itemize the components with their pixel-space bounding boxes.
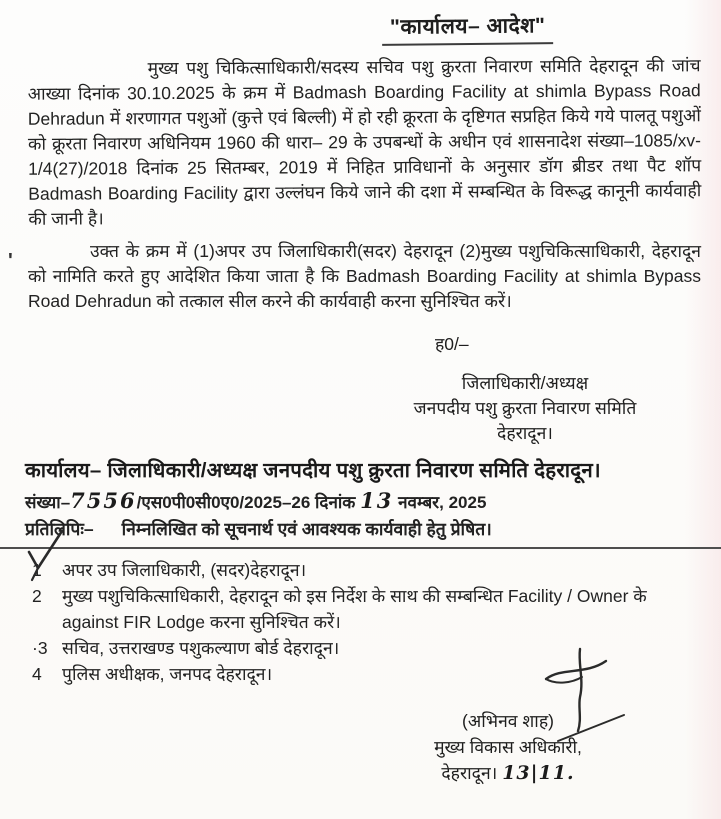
ref-day-handwritten: 13 [360, 488, 394, 513]
list-item [32, 557, 701, 583]
list-item-text: मुख्य पशुचिकित्साधिकारी, देहरादून को इस निर्देश के साथ की सम्बन्धित Facility / Owner के against FIR Lodge करना सुनिश्चित करें। [62, 586, 647, 632]
page-title: "कार्यालय– आदेश" [382, 11, 554, 46]
issuing-office-line: कार्यालय– जिलाधिकारी/अध्यक्ष जनपदीय पशु क्रुरता निवारण समिति देहरादून। [25, 459, 601, 482]
signed-abbreviation: ह0/– [435, 334, 469, 354]
checkmark-annotation [22, 528, 74, 586]
ref-suffix: नवम्बर, 2025 [398, 493, 487, 512]
margin-pen-mark: ' [8, 250, 13, 272]
signatory-place: देहरादून। [441, 763, 498, 783]
handwritten-date: 13|11. [502, 762, 575, 784]
list-item-text: अपर उप जिलाधिकारी, (सदर)देहरादून। [62, 560, 307, 580]
signatory-place-row [373, 760, 643, 786]
signatory-designation: मुख्य विकास अधिकारी, [434, 737, 582, 757]
list-item-text: पुलिस अधीक्षक, जनपद देहरादून। [62, 664, 273, 684]
copy-to-text: निम्नलिखित को सूचनार्थ एवं आवश्यक कार्यवाही हेतु प्रेषित। [121, 519, 492, 539]
authority-place: देहरादून। [497, 423, 553, 443]
list-item-number: 2 [32, 586, 42, 606]
list-item-number: ·3 [32, 638, 48, 658]
order-paragraph-2: उक्त के क्रम में (1)अपर उप जिलाधिकारी(सदर) देहरादून (2)मुख्य पशुचिकित्साधिकारी, देहरादून को नामिति करते हुए आदेशित किया जाता है कि Badmash Boarding Facility at shimla Bypass Road Dehradun को तत्काल सील करने की कार्यवाही करना सुनिश्चित करें। [28, 241, 701, 311]
title-row [0, 12, 721, 45]
authority-signature-block [365, 332, 685, 446]
list-item-number: 4 [32, 664, 42, 684]
ref-prefix: संख्या– [25, 493, 71, 512]
signatory-block [373, 708, 643, 786]
authority-designation: जिलाधिकारी/अध्यक्ष [461, 373, 589, 393]
order-paragraph-1: मुख्य पशु चिकित्साधिकारी/सदस्य सचिव पशु क्रुरता निवारण समिति देहरादून की जांच आख्या दिनांक 30.10.2025 के क्रम में Badmash Boarding Facility at shimla Bypass Road Dehradun में शरणागत पशुओं (कुत्ते एवं बिल्ली) में हो रही क्रूरता के दृष्टिगत सप्रहित किये गये पालतू पशुओं को क्रूरता निवारण अधिनियम 1960 की धारा– 29 के उपबन्धों के अधीन एवं शासनादेश संख्या–1085/xv-1/4(27)/2018 दिनांक 25 सितम्बर, 2019 में निहित प्राविधानों के अनुसार डॉग ब्रीडर तथा पैट शॉप Badmash Boarding Facility द्वारा उल्लंघन किये जाने की दशा में सम्बन्धित के विरूद्ध कानूनी कार्यवाही की जानी है। [27, 55, 702, 229]
list-item [32, 583, 701, 635]
signatory-name: (अभिनव शाह) [462, 711, 554, 731]
copy-to-label: प्रतिलिपिः– [25, 519, 94, 539]
list-item-number: 1 [32, 560, 42, 580]
copy-to-line [0, 515, 721, 549]
authority-committee: जनपदीय पशु क्रुरता निवारण समिति [413, 398, 637, 418]
list-item-text: सचिव, उत्तराखण्ड पशुकल्याण बोर्ड देहरादून। [62, 638, 340, 658]
ref-number-handwritten: 7556 [70, 488, 137, 513]
reference-number-line [25, 488, 711, 513]
ref-middle: /एस0पी0सी0ए0/2025–26 दिनांक [136, 493, 356, 512]
